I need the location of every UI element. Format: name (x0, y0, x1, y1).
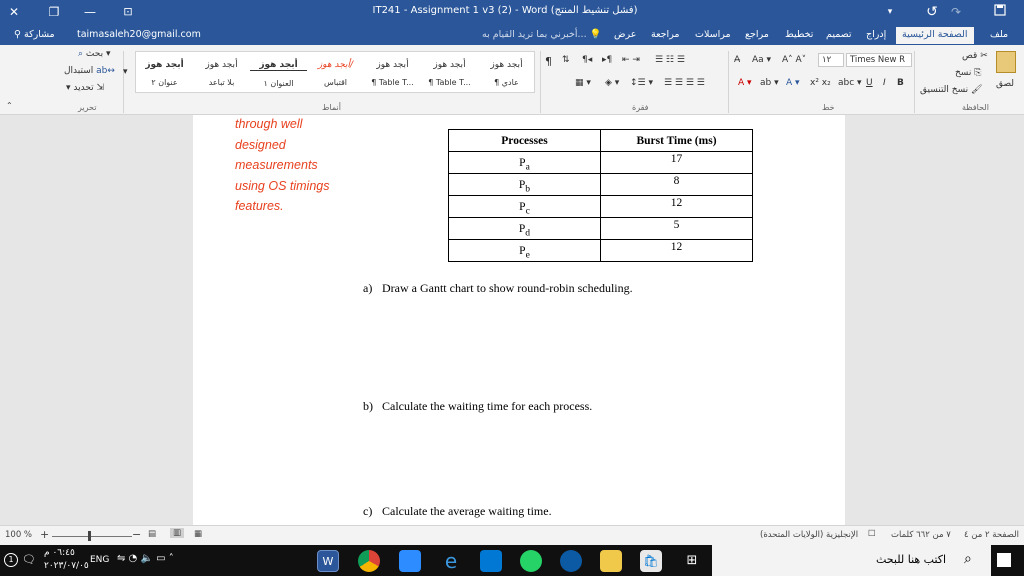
burst-cell: 12 (601, 240, 753, 262)
ltr-direction-icon[interactable]: ▸¶ (602, 55, 613, 65)
minimize-button[interactable]: — (84, 5, 96, 19)
font-name-select[interactable]: Times New R (846, 53, 912, 67)
tray-icons[interactable]: ⇋ ◔ 🔈 ▭ ˄ (117, 553, 174, 564)
zoom-slider-thumb[interactable] (88, 531, 91, 541)
process-cell: $P_b$ (449, 174, 601, 196)
zoom-out-icon[interactable]: − (132, 528, 142, 541)
burst-cell: 12 (601, 196, 753, 218)
strikethrough-icon[interactable]: abc ▾ (838, 78, 862, 88)
font-color-icon[interactable]: A ▾ (738, 78, 752, 88)
ribbon-display-options-icon[interactable]: ⊡ (123, 5, 133, 18)
table-row (449, 218, 753, 240)
tab-home[interactable]: الصفحة الرئيسية (896, 27, 974, 44)
sub-superscript-icons[interactable]: x² x₂ (810, 78, 831, 88)
restore-button[interactable]: ❐ (48, 5, 60, 19)
paragraph-marks-icon[interactable]: ¶ (545, 55, 552, 68)
clipboard-group-label: الحافظة (962, 103, 989, 112)
file-explorer-icon[interactable] (600, 550, 622, 572)
print-layout-icon[interactable]: ▥ (170, 528, 184, 538)
question-b: b) Calculate the waiting time for each process. (363, 399, 593, 413)
alignment-icons[interactable]: ☰ ☰ ☰ ☰ (664, 78, 705, 88)
start-icon[interactable] (997, 553, 1011, 567)
tell-me-input[interactable]: أخبرني بما تريد القيام به... 💡 (482, 29, 602, 40)
notification-badge[interactable]: 1 (4, 553, 18, 567)
table-row (449, 174, 753, 196)
sort-icon[interactable]: ⇅ (562, 55, 570, 65)
chrome-icon[interactable] (358, 550, 380, 572)
group-separator (540, 51, 541, 113)
tab-view[interactable]: عرض (614, 29, 637, 40)
page-number[interactable]: الصفحة ٢ من ٤ (964, 530, 1019, 540)
format-painter-button[interactable]: نسخ التنسيق 🖌 (920, 85, 983, 95)
table-header: Processes (449, 130, 601, 152)
line-spacing-icon[interactable]: ↕☰ ▾ (630, 78, 653, 88)
share-button[interactable]: ⚲ مشاركة (14, 29, 55, 40)
ribbon (0, 45, 1024, 115)
styles-gallery (135, 51, 535, 93)
process-cell: $P_d$ (449, 218, 601, 240)
body-text-line: designed (235, 138, 286, 152)
action-center-icon[interactable]: 🗨 (22, 553, 36, 566)
style-heading-1[interactable]: أبجد هوز العنوان ١ (250, 52, 307, 94)
document-area (0, 115, 1024, 525)
undo-icon[interactable]: ↺ (926, 4, 938, 20)
task-view-icon[interactable]: ⊞ (686, 553, 698, 568)
italic-icon[interactable]: I (883, 78, 886, 88)
burst-cell: 5 (601, 218, 753, 240)
question-c: c) Calculate the average waiting time. (363, 504, 552, 518)
style-no-spacing[interactable]: أبجد هوز بلا تباعد (205, 60, 238, 87)
copy-button[interactable]: نسخ ⎘ (955, 68, 982, 78)
borders-icon[interactable]: ▦ ▾ (575, 78, 591, 88)
underline-icon[interactable]: U (866, 78, 873, 88)
burst-cell: 17 (601, 152, 753, 174)
editing-group-label: تحرير (78, 103, 97, 112)
tab-design[interactable]: تصميم (826, 29, 852, 40)
question-a: a) Draw a Gantt chart to show round-robin scheduling. (363, 281, 633, 295)
style-quote[interactable]: أبجد هوز/ اقتباس (317, 60, 354, 87)
store-icon[interactable]: 🛍 (640, 550, 662, 572)
paste-button[interactable]: لصق (996, 79, 1015, 89)
zoom-level[interactable]: 100 % (5, 530, 33, 540)
process-cell: $P_c$ (449, 196, 601, 218)
status-bar (0, 525, 1024, 545)
select-icon: ⇲ (96, 83, 105, 93)
internet-explorer-icon[interactable]: e (444, 549, 458, 573)
tab-insert[interactable]: إدراج (866, 29, 887, 40)
search-icon: ⌕ (78, 49, 84, 59)
tab-references[interactable]: مراجع (745, 29, 769, 40)
group-separator (123, 51, 124, 113)
word-taskbar-icon[interactable]: W (317, 550, 339, 572)
window-title: IT241 - Assignment 1 v3 (2) - Word (فشل تنشيط المنتج) (372, 5, 638, 16)
person-icon: ⚲ (14, 29, 24, 40)
highlight-icon[interactable]: ab ▾ (760, 78, 779, 88)
styles-more-icon[interactable]: ▾ (123, 67, 128, 77)
table-header-row (449, 130, 753, 152)
clock-time[interactable]: ٠٦:٤٥ م (44, 548, 75, 558)
table-row (449, 196, 753, 218)
edge-icon[interactable] (560, 550, 582, 572)
zoom-in-icon[interactable]: + (40, 528, 50, 541)
body-text-line: using OS timings (235, 179, 330, 193)
title-bar (0, 0, 1024, 25)
process-cell: $P_e$ (449, 240, 601, 262)
style-table-text-2[interactable]: أبجد هوز ¶ Table T... (371, 60, 414, 87)
proofing-icon[interactable]: ☐ (868, 529, 876, 539)
list-icons[interactable]: ☰ ☷ ☰ (655, 55, 685, 65)
style-table-text-1[interactable]: أبجد هوز ¶ Table T... (428, 60, 471, 87)
read-mode-icon[interactable]: ▦ (194, 529, 203, 539)
select-button[interactable]: ▾ تحديد ⇲ (66, 83, 105, 93)
replace-icon: ab↔ (96, 66, 115, 76)
zoom-slider[interactable] (52, 536, 132, 537)
document-page[interactable] (193, 115, 845, 525)
scissors-icon: ✂ (980, 51, 988, 61)
web-layout-icon[interactable]: ▤ (148, 529, 157, 539)
mail-icon[interactable] (480, 550, 502, 572)
search-icon: ⌕ (964, 551, 972, 567)
language-status[interactable]: الإنجليزية (الولايات المتحدة) (760, 530, 859, 540)
save-icon[interactable] (990, 3, 1010, 21)
whatsapp-icon[interactable] (520, 550, 542, 572)
styles-group-label: أنماط (322, 103, 341, 112)
style-normal[interactable]: أبجد هوز ¶ عادي (490, 60, 523, 87)
text-effects-icon[interactable]: A ▾ (786, 78, 800, 88)
table-row (449, 240, 753, 262)
tab-mailings[interactable]: مراسلات (695, 29, 731, 40)
redo-icon[interactable]: ↷ (950, 5, 962, 19)
brush-icon: 🖌 (971, 85, 983, 95)
table-row (449, 152, 753, 174)
search-placeholder: اكتب هنا للبحث (876, 553, 947, 566)
font-grow-shrink-icons[interactable]: A˄ A˅ (782, 55, 807, 65)
process-cell: $P_a$ (449, 152, 601, 174)
paste-icon[interactable] (996, 51, 1016, 73)
ribbon-tabs (0, 25, 1024, 45)
burst-cell: 8 (601, 174, 753, 196)
taskbar-search[interactable] (712, 545, 991, 576)
tab-review[interactable]: مراجعة (651, 29, 680, 40)
indent-icons[interactable]: ⇤ ⇥ (622, 55, 640, 65)
font-size-select[interactable]: ١٢ (818, 53, 844, 67)
group-separator (728, 51, 729, 113)
process-table (448, 129, 753, 262)
body-text-line: through well (235, 117, 303, 131)
cut-button[interactable]: قص ✂ (962, 51, 988, 61)
body-text-line: features. (235, 199, 284, 213)
table-header: Burst Time (ms) (601, 130, 753, 152)
rtl-direction-icon[interactable]: ¶◂ (582, 55, 593, 65)
style-heading-2[interactable]: أبجد هوز عنوان ٢ (145, 60, 184, 87)
collapse-ribbon-icon[interactable]: ⌃ (6, 101, 13, 110)
tab-file[interactable]: ملف (990, 29, 1009, 40)
find-button[interactable]: ⌕ بحث ▾ (78, 49, 111, 59)
paragraph-group-label: فقرة (632, 103, 649, 112)
tab-layout[interactable]: تخطيط (785, 29, 814, 40)
language-indicator[interactable]: ENG (90, 555, 110, 565)
replace-button[interactable]: استبدال ab↔ (64, 66, 115, 76)
copy-icon: ⎘ (974, 68, 982, 78)
close-button[interactable]: ✕ (8, 5, 20, 19)
shading-icon[interactable]: ◈ ▾ (605, 78, 620, 88)
clear-format-icon[interactable]: A̶ (734, 55, 741, 65)
bold-icon[interactable]: B (897, 78, 904, 88)
word-count[interactable]: ٧ من ٦٦٢ كلمات (891, 530, 951, 540)
change-case-icon[interactable]: Aa ▾ (752, 55, 772, 65)
font-group-label: خط (822, 103, 835, 112)
lightbulb-icon: 💡 (589, 29, 602, 40)
taskbar (0, 545, 1024, 576)
zoom-icon[interactable] (399, 550, 421, 572)
body-text-line: measurements (235, 158, 318, 172)
clock-date[interactable]: ٢٠٢٣/٠٧/٠٥ (44, 561, 89, 571)
account-email[interactable]: taimasaleh20@gmail.com (77, 29, 201, 40)
group-separator (914, 51, 915, 113)
qat-customize-icon[interactable]: ▾ (887, 7, 893, 17)
